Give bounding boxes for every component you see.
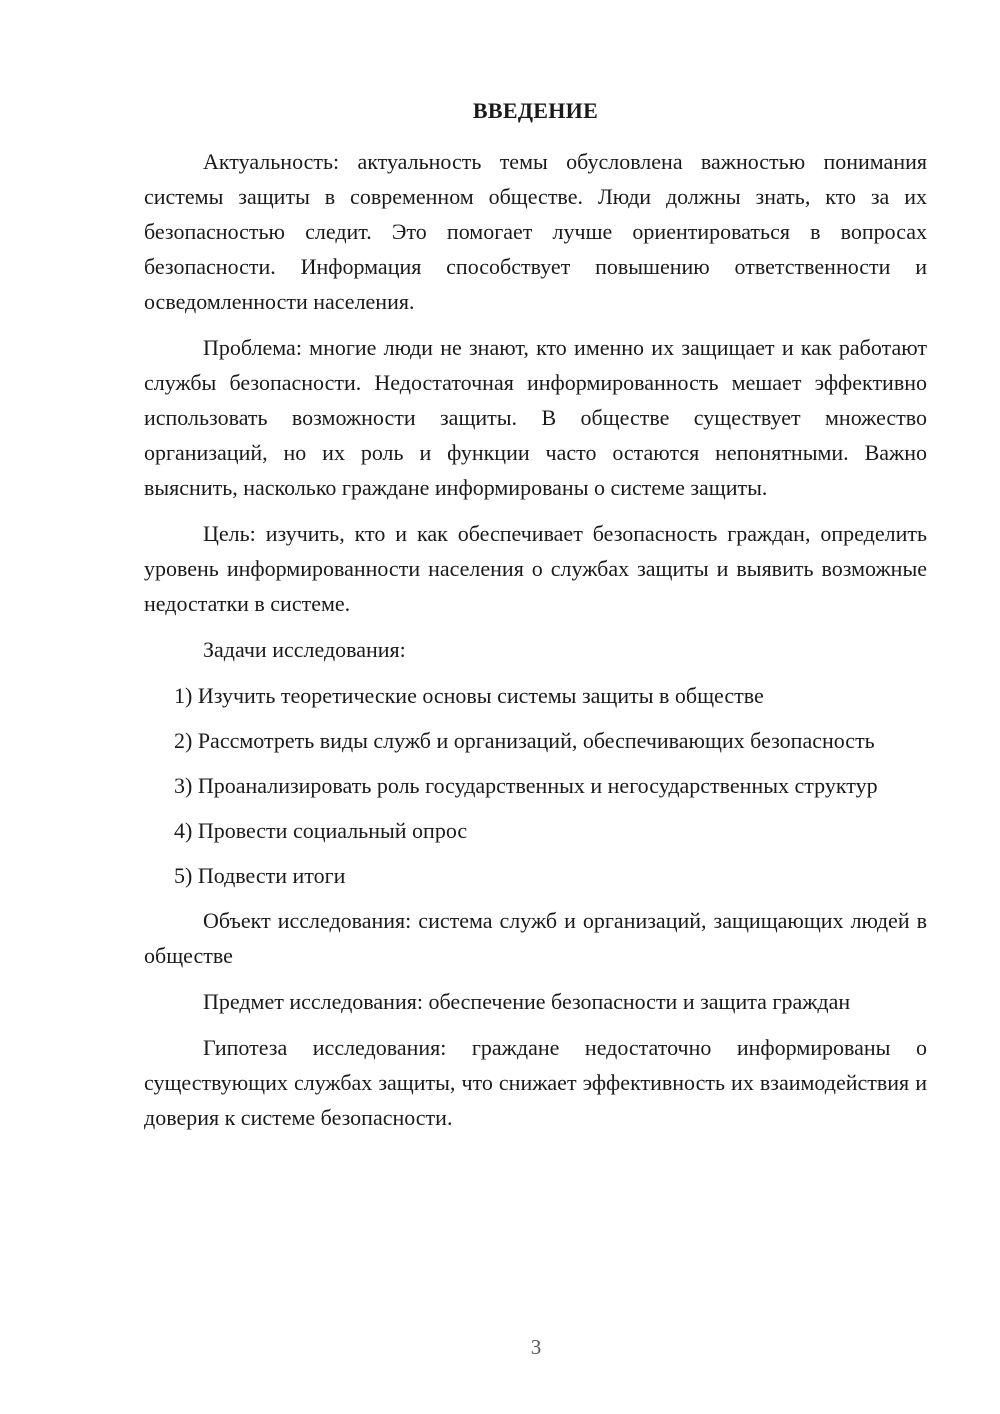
subject-paragraph: Предмет исследования: обеспечение безопасности и защита граждан: [203, 989, 851, 1014]
goal-paragraph: Цель: изучить, кто и как обеспечивает безопасность граждан, определить уровень информированности населения о службах защиты и выявить возможные недостатки в системе.: [144, 521, 927, 616]
page-number: 3: [530, 1335, 542, 1359]
relevance-paragraph: Актуальность: актуальность темы обусловлена важностью понимания системы защиты в современном обществе. Люди должны знать, кто за их безопасностью следит. Это помогает лучше ориентироваться в вопросах безопасности. Информация способствует повышению ответственности и осведомленности населения.: [144, 149, 927, 314]
hypothesis-paragraph: Гипотеза исследования: граждане недостаточно информированы о существующих службах защиты, что снижает эффективность их взаимодействия и доверия к системе безопасности.: [144, 1035, 927, 1130]
task-item-3: 3) Проанализировать роль государственных и негосударственных структур: [174, 773, 878, 798]
task-item-2: 2) Рассмотреть виды служб и организаций, обеспечивающих безопасность: [174, 728, 875, 753]
section-title: ВВЕДЕНИЕ: [472, 98, 599, 123]
task-item-1: 1) Изучить теоретические основы системы защиты в обществе: [174, 683, 764, 708]
task-item-4: 4) Провести социальный опрос: [174, 818, 468, 843]
task-item-5: 5) Подвести итоги: [174, 863, 346, 888]
object-paragraph: Объект исследования: система служб и организаций, защищающих людей в обществе: [144, 908, 927, 968]
problem-paragraph: Проблема: многие люди не знают, кто именно их защищает и как работают службы безопасности. Недостаточная информированность мешает эффективно использовать возможности защиты. В обществе существует множество организаций, но их роль и функции часто остаются непонятными. Важно выяснить, насколько граждане информированы о системе защиты.: [144, 335, 927, 500]
document-page: [144, 96, 927, 1146]
tasks-heading: Задачи исследования:: [203, 637, 406, 662]
